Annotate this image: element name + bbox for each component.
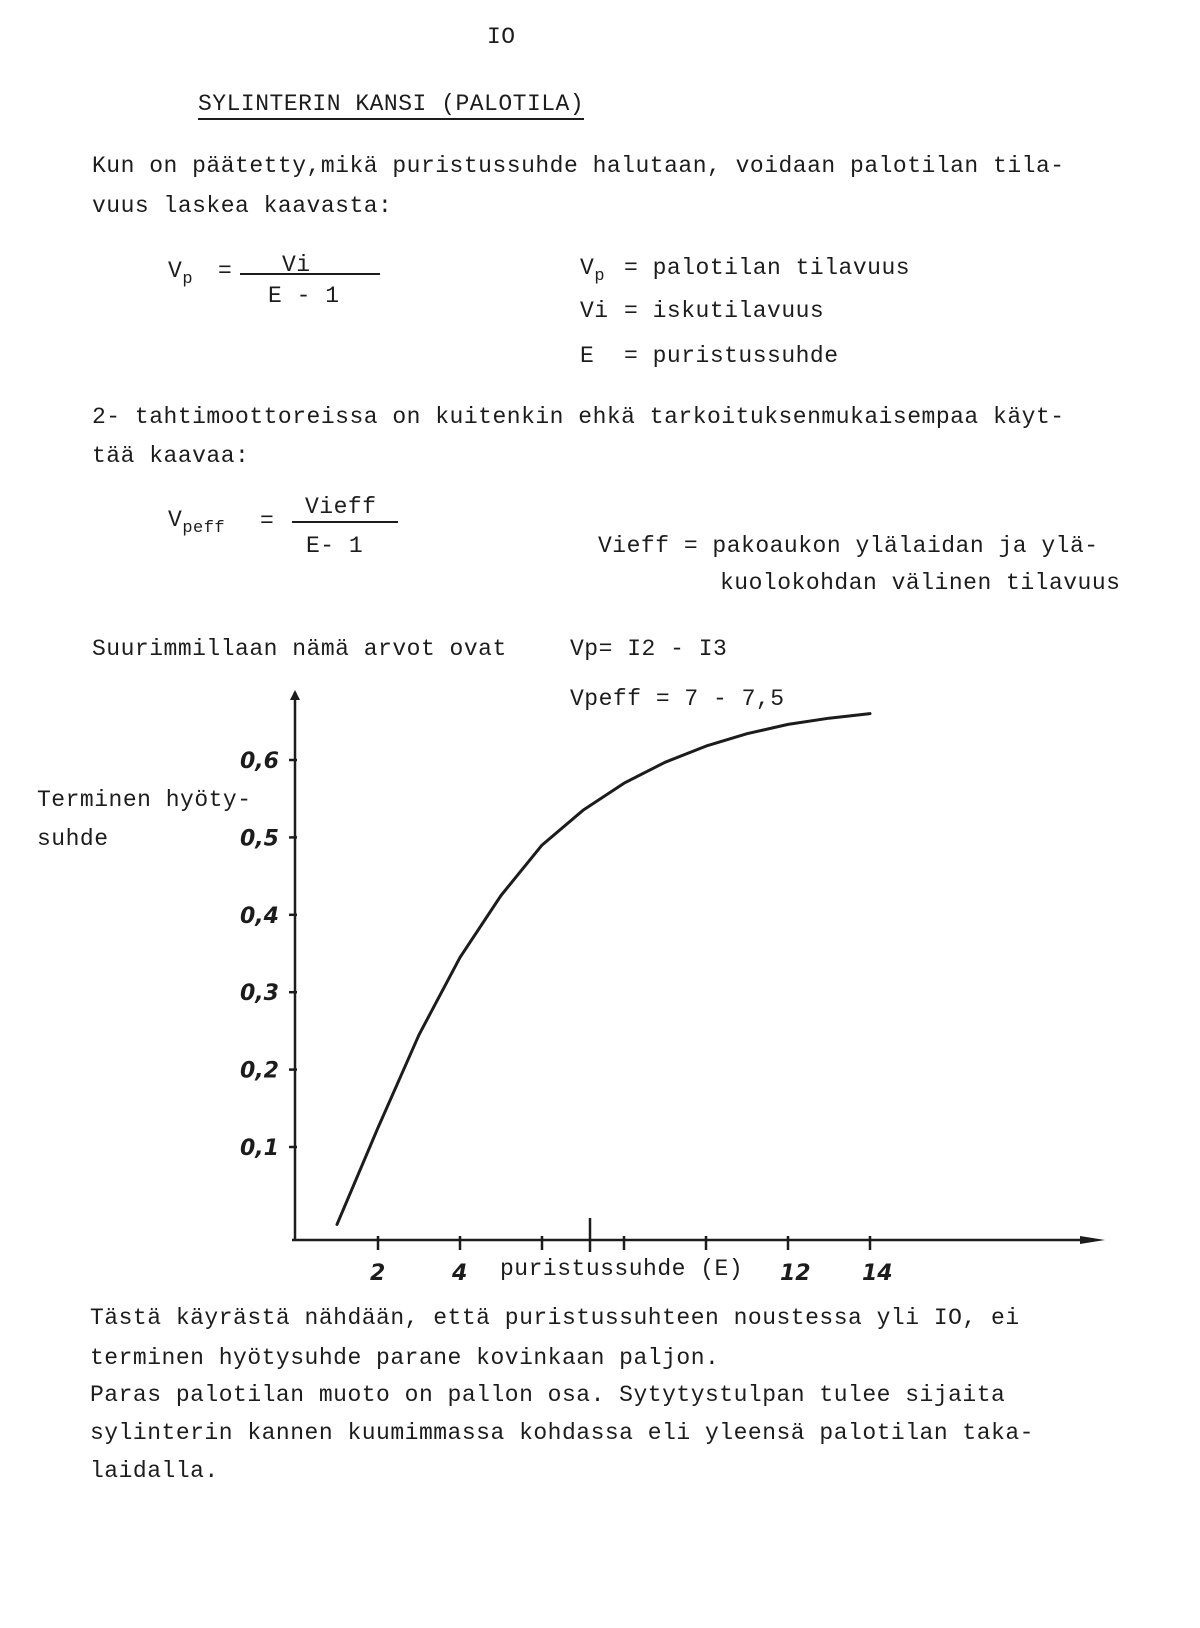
chart-x-label [500,1256,743,1282]
chart-series-line [337,714,870,1225]
chart-x-label-unit: (E) [700,1256,744,1282]
formula-vpeff-denominator: E- 1 [306,533,364,559]
formula-vpeff-subscript: peff [182,519,226,538]
chart-x-tick-label: 12 [780,1261,811,1286]
conclusion-line-5: laidalla. [90,1458,219,1484]
formula-vp-symbol: V [168,258,183,284]
formula-vp-subscript: p [182,270,194,289]
chart-x-tick-label: 14 [862,1261,893,1286]
chart-x-axis-arrow [1080,1236,1105,1244]
conclusion-line-3: Paras palotilan muoto on pallon osa. Sytytystulpan tulee sijaita [90,1382,1006,1408]
chart-y-label-line-2: suhde [37,826,109,852]
chart-y-tick-label: 0,1 [240,1136,279,1161]
chart-y-axis-arrow [290,690,300,700]
legend-e-text: = puristussuhde [624,343,839,369]
vieff-legend-line-1: Vieff = pakoaukon ylälaidan ja ylä- [598,533,1099,559]
max-value-vp: Vp= I2 - I3 [570,636,728,662]
chart-x-tick-label: 4 [452,1261,468,1286]
chart-x-label-text: puristussuhde [500,1256,686,1282]
chart-y-label-line-1: Terminen hyöty- [37,787,252,813]
two-stroke-line-1: 2- tahtimoottoreissa on kuitenkin ehkä tarkoituksenmukaisempaa käyt- [92,404,1065,430]
legend-vi-text: = iskutilavuus [624,298,825,324]
chart-y-tick-label: 0,3 [240,981,279,1007]
intro-line-1: Kun on päätetty,mikä puristussuhde halutaan, voidaan palotilan tila- [92,153,1065,179]
conclusion-line-1: Tästä käyrästä nähdään, että puristussuhteen noustessa yli IO, ei [90,1305,1020,1331]
formula-vpeff-numerator: Vieff [305,494,377,520]
conclusion-line-4: sylinterin kannen kuumimmassa kohdassa eli yleensä palotilan taka- [90,1420,1034,1446]
formula-vp-numerator: Vi [282,252,311,278]
conclusion-line-2: terminen hyötysuhde parane kovinkaan paljon. [90,1345,720,1371]
two-stroke-line-2: tää kaavaa: [92,443,250,469]
formula-vp-denominator: E - 1 [268,283,340,309]
legend-vp-text: = palotilan tilavuus [624,255,911,281]
formula-vpeff-equals: = [260,508,275,534]
chart-y-tick-label: 0,6 [240,749,279,774]
section-heading: SYLINTERIN KANSI (PALOTILA) [198,91,584,120]
legend-vi-symbol: Vi [580,298,609,324]
chart-x-tick-label: 2 [370,1261,386,1286]
max-values-label: Suurimmillaan nämä arvot ovat [92,636,507,662]
chart-y-ticks [240,749,297,1161]
formula-vp-equals: = [218,258,233,284]
intro-line-2: vuus laskea kaavasta: [92,193,393,219]
legend-vp-subscript: p [594,267,606,286]
legend-e-symbol: E [580,343,595,369]
page-number: IO [487,24,516,50]
vieff-legend-line-2: kuolokohdan välinen tilavuus [720,570,1121,596]
formula-vpeff-symbol: V [168,507,183,533]
chart-y-tick-label: 0,2 [240,1058,279,1084]
max-value-vpeff: Vpeff = 7 - 7,5 [570,686,785,712]
chart-y-tick-label: 0,4 [240,903,279,929]
legend-vp-symbol: V [580,255,595,281]
chart-y-tick-label: 0,5 [240,826,279,852]
